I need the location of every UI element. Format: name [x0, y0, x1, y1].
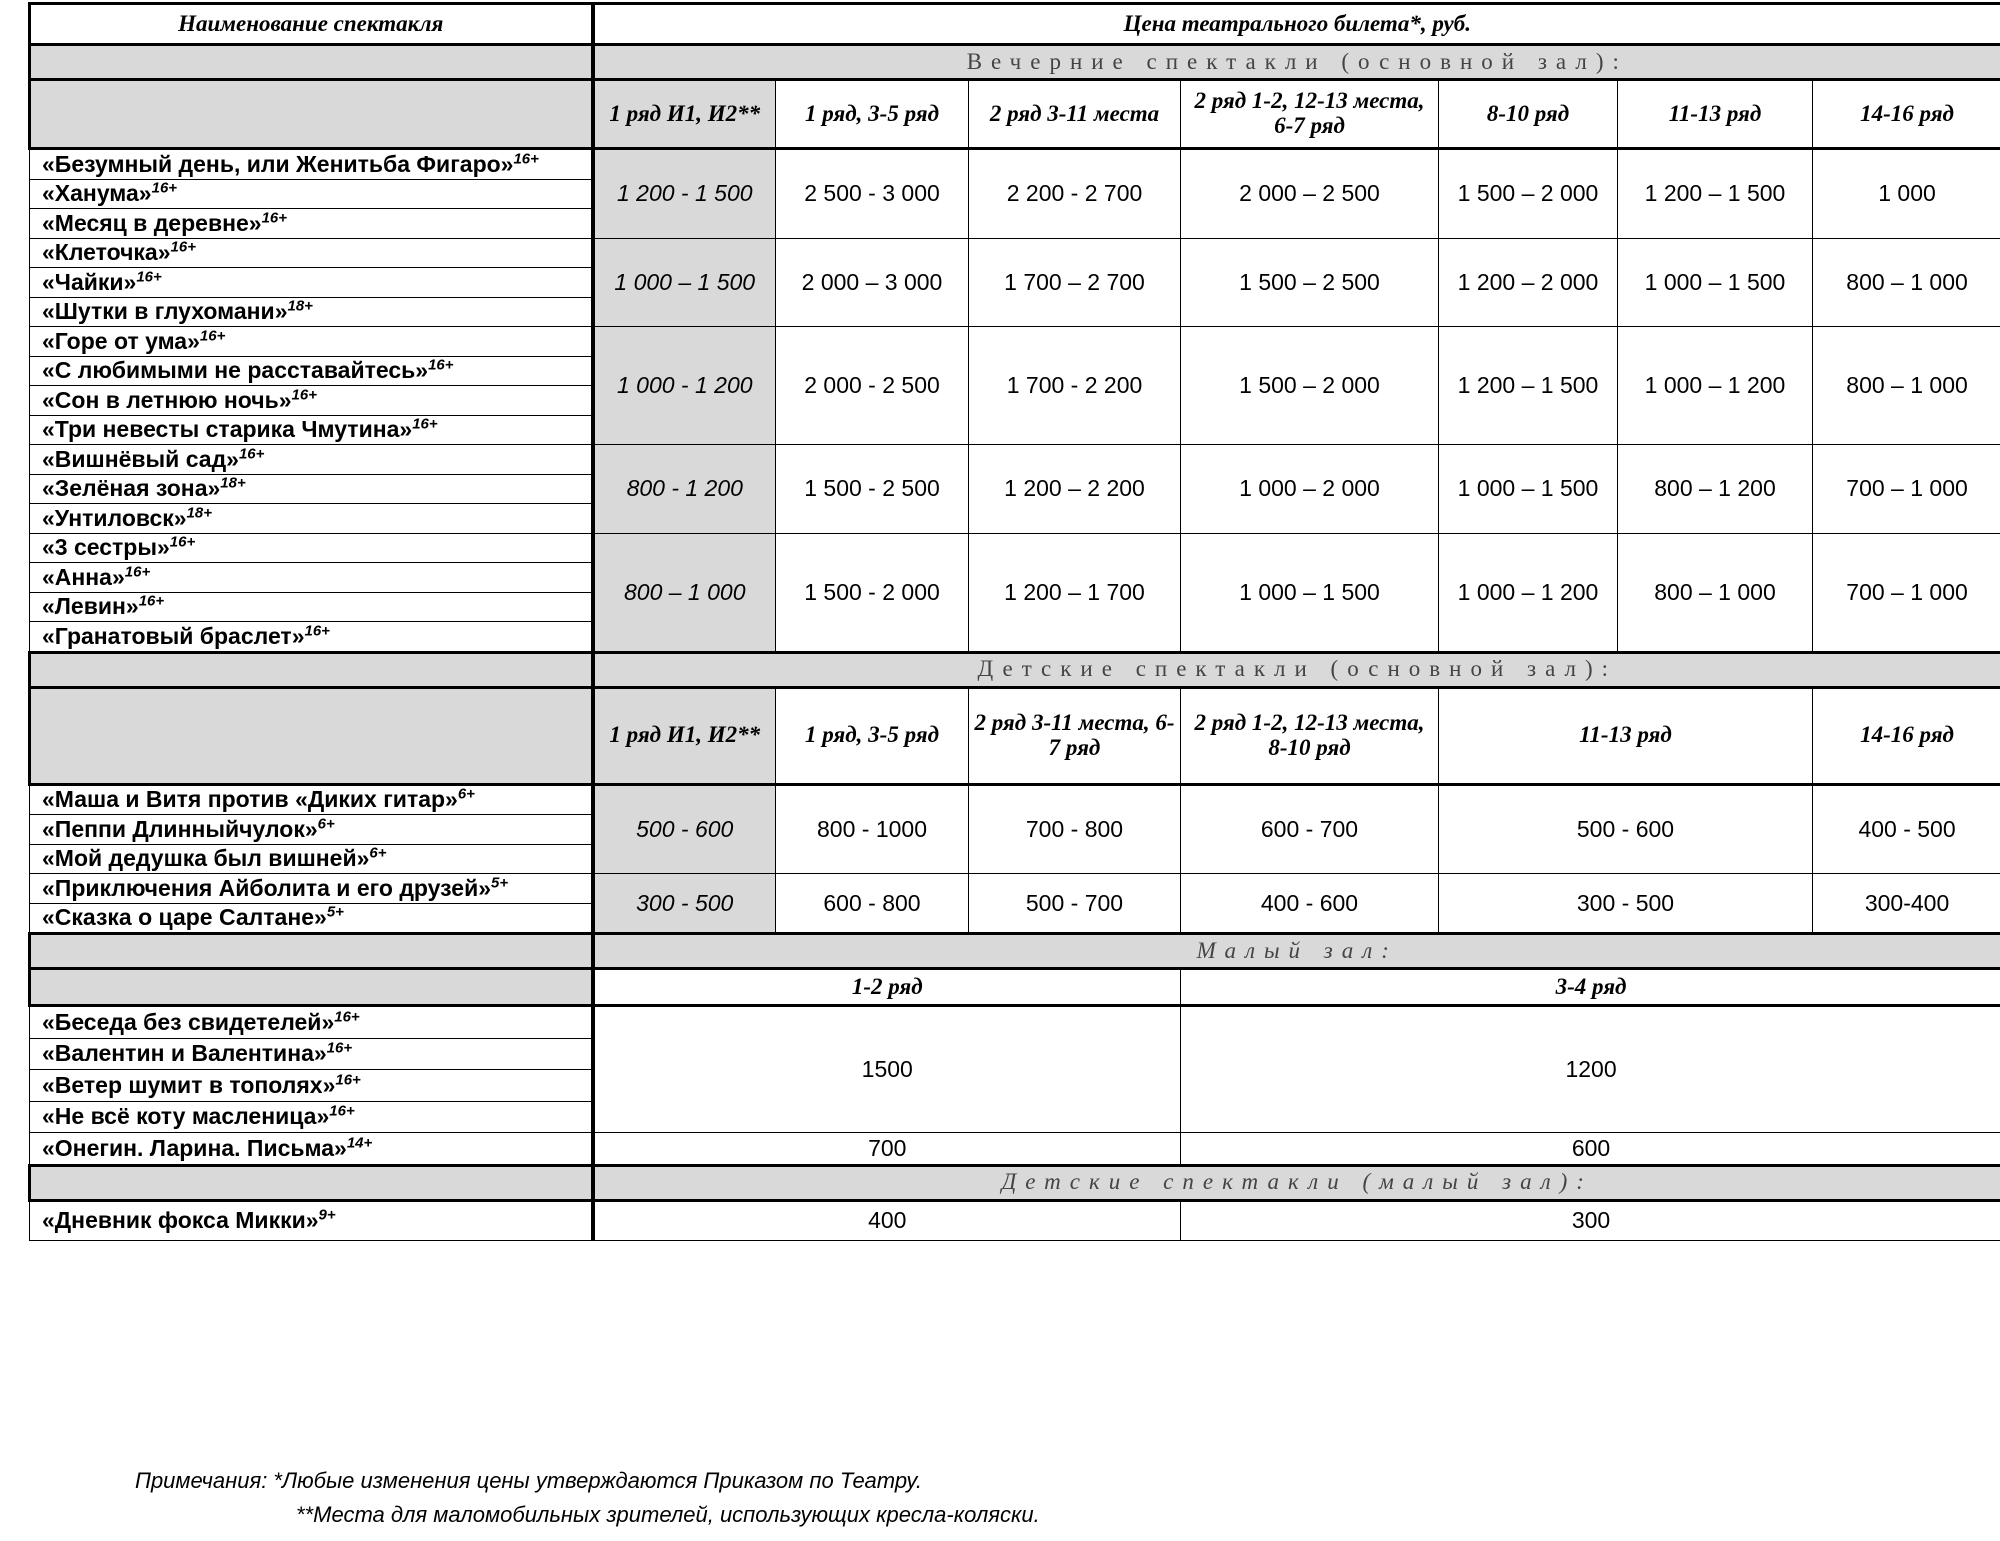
age-rating: 6+	[457, 785, 475, 803]
show-name	[30, 622, 593, 653]
show-title: «Беседа без свидетелей»	[42, 1008, 335, 1035]
show-title: «Зелёная зона»	[42, 475, 221, 502]
show-title: «Валентин и Валентина»	[42, 1040, 327, 1067]
price-cell: 2 000 – 3 000	[776, 238, 969, 327]
small-children-section-left	[30, 1165, 593, 1200]
price-cell: 1 200 – 2 200	[969, 445, 1181, 534]
price-cell: 400 - 600	[1181, 874, 1439, 934]
price-cell: 1 000 – 1 500	[1439, 445, 1618, 534]
show-name	[30, 356, 593, 386]
children-section-title: Детские спектакли (основной зал):	[593, 652, 2000, 687]
show-title: «Горе от ума»	[42, 327, 200, 354]
evening-section-left	[30, 45, 593, 80]
show-name	[30, 903, 593, 934]
price-cell: 1 500 – 2 000	[1439, 149, 1618, 239]
small-hall-section-title: Малый зал:	[593, 934, 2000, 969]
show-title: «Ханума»	[42, 180, 152, 207]
show-title: «Дневник фокса Микки»	[42, 1207, 319, 1234]
age-rating: 16+	[261, 209, 288, 227]
small-children-section-row	[30, 1165, 2000, 1200]
evening-section-title: Вечерние спектакли (основной зал):	[593, 45, 2000, 80]
show-title: «Маша и Витя против «Диких гитар»	[42, 786, 458, 813]
show-name	[30, 533, 593, 563]
age-rating: 9+	[318, 1206, 336, 1224]
age-rating: 16+	[124, 563, 151, 581]
show-title: «Онегин. Ларина. Письма»	[42, 1134, 347, 1161]
price-cell: 800 – 1 200	[1618, 445, 1813, 534]
price-cell: 400	[593, 1200, 1181, 1240]
price-cell: 1 000 – 1 500	[593, 238, 776, 327]
price-cell: 300-400	[1813, 874, 2000, 934]
table-row	[30, 238, 2000, 268]
show-title: «Клеточка»	[42, 239, 171, 266]
price-cell: 600 - 700	[1181, 784, 1439, 874]
evening-colhead-4: 2 ряд 1-2, 12-13 места, 6-7 ряд	[1181, 80, 1439, 149]
show-title: «Чайки»	[42, 268, 137, 295]
show-name	[30, 844, 593, 874]
show-name	[30, 327, 593, 357]
show-name	[30, 1133, 593, 1166]
show-name	[30, 149, 593, 180]
children-colhead-2: 1 ряд, 3-5 ряд	[776, 687, 969, 784]
price-cell: 1200	[1181, 1006, 2000, 1133]
show-name	[30, 179, 593, 209]
age-rating: 16+	[151, 179, 178, 197]
show-name	[30, 874, 593, 904]
age-rating: 16+	[169, 533, 196, 551]
show-name	[30, 1038, 593, 1070]
price-cell: 700 – 1 000	[1813, 533, 2000, 652]
evening-colhead-1: 1 ряд И1, И2**	[593, 80, 776, 149]
price-cell: 1 700 – 2 700	[969, 238, 1181, 327]
show-name	[30, 815, 593, 845]
age-rating: 16+	[428, 356, 454, 374]
show-title: «Пеппи Длинныйчулок»	[42, 815, 318, 842]
children-section-left	[30, 652, 593, 687]
table-row	[30, 149, 2000, 180]
show-name	[30, 474, 593, 504]
price-cell: 1 500 – 2 500	[1181, 238, 1439, 327]
evening-column-headers	[30, 80, 2000, 149]
price-cell: 800 – 1 000	[593, 533, 776, 652]
show-name	[30, 1101, 593, 1133]
price-cell: 800 – 1 000	[1813, 238, 2000, 327]
price-cell: 1 000 – 1 500	[1618, 238, 1813, 327]
show-name	[30, 563, 593, 593]
age-rating: 16+	[199, 327, 226, 345]
children-colhead-4: 2 ряд 1-2, 12-13 места, 8-10 ряд	[1181, 687, 1439, 784]
price-column-header: Цена театрального билета*, руб.	[593, 4, 2000, 45]
note-2: **Места для маломобильных зрителей, использующих кресла-коляски.	[296, 1502, 1040, 1527]
age-rating: 16+	[304, 622, 330, 640]
show-title: «С любимыми не расставайтесь»	[42, 357, 429, 384]
age-rating: 16+	[170, 238, 196, 256]
age-rating: 16+	[326, 1039, 353, 1057]
table-row	[30, 784, 2000, 815]
price-cell: 1 000 – 1 200	[1618, 327, 1813, 445]
age-rating: 5+	[491, 874, 509, 892]
age-rating: 6+	[369, 844, 387, 862]
show-name	[30, 209, 593, 239]
price-cell: 2 500 - 3 000	[776, 149, 969, 239]
price-cell: 300 - 500	[593, 874, 776, 934]
table-header-row	[30, 4, 2000, 45]
show-title: «Безумный день, или Женитьба Фигаро»	[42, 150, 514, 177]
age-rating: 16+	[291, 386, 317, 404]
price-cell: 1 500 – 2 000	[1181, 327, 1439, 445]
age-rating: 16+	[513, 150, 539, 168]
price-cell: 1 200 – 1 700	[969, 533, 1181, 652]
evening-colhead-7: 14-16 ряд	[1813, 80, 2000, 149]
small-hall-column-headers	[30, 969, 2000, 1006]
price-cell: 1 500 - 2 500	[776, 445, 969, 534]
age-rating: 5+	[326, 903, 344, 921]
age-rating: 6+	[317, 815, 335, 833]
price-cell: 1 000 – 1 500	[1181, 533, 1439, 652]
age-rating: 16+	[138, 592, 165, 610]
table-row	[30, 533, 2000, 563]
show-title: «Ветер шумит в тополях»	[42, 1071, 336, 1098]
price-cell: 600 - 800	[776, 874, 969, 934]
age-rating: 16+	[136, 268, 162, 286]
children-colhead-blank	[30, 687, 593, 784]
evening-colhead-3: 2 ряд 3-11 места	[969, 80, 1181, 149]
show-title: «Шутки в глухомани»	[42, 298, 288, 325]
age-rating: 16+	[412, 415, 438, 433]
price-cell: 1 200 - 1 500	[593, 149, 776, 239]
age-rating: 18+	[220, 474, 246, 492]
evening-colhead-6: 11-13 ряд	[1618, 80, 1813, 149]
small-hall-section-left	[30, 934, 593, 969]
price-cell: 1 000 - 1 200	[593, 327, 776, 445]
show-title: «Не всё коту масленица»	[42, 1103, 330, 1130]
children-colhead-6: 14-16 ряд	[1813, 687, 2000, 784]
show-title: «Гранатовый браслет»	[42, 622, 305, 649]
price-cell: 700 – 1 000	[1813, 445, 2000, 534]
note-1: Примечания: *Любые изменения цены утверждаются Приказом по Театру.	[135, 1468, 922, 1493]
table-row	[30, 874, 2000, 904]
price-cell: 1 700 - 2 200	[969, 327, 1181, 445]
show-name	[30, 592, 593, 622]
show-name	[30, 1200, 593, 1240]
show-title: «Унтиловск»	[42, 504, 187, 531]
show-name	[30, 386, 593, 416]
price-cell: 700	[593, 1133, 1181, 1166]
age-rating: 16+	[329, 1102, 355, 1120]
small-hall-colhead-2: 3-4 ряд	[1181, 969, 2000, 1006]
price-cell: 700 - 800	[969, 784, 1181, 874]
show-title: «3 сестры»	[42, 534, 170, 561]
show-title: «Три невесты старика Чмутина»	[42, 416, 413, 443]
children-colhead-5: 11-13 ряд	[1439, 687, 1813, 784]
price-cell: 1500	[593, 1006, 1181, 1133]
show-title: «Вишнёвый сад»	[42, 445, 239, 472]
price-cell: 1 000	[1813, 149, 2000, 239]
show-name	[30, 297, 593, 327]
show-name	[30, 784, 593, 815]
evening-colhead-blank	[30, 80, 593, 149]
show-title: «Сказка о царе Салтане»	[42, 904, 327, 931]
ticket-price-table	[28, 2, 2000, 1241]
price-cell: 300	[1181, 1200, 2000, 1240]
evening-colhead-5: 8-10 ряд	[1439, 80, 1618, 149]
evening-section-row	[30, 45, 2000, 80]
evening-colhead-2: 1 ряд, 3-5 ряд	[776, 80, 969, 149]
price-cell: 2 200 - 2 700	[969, 149, 1181, 239]
price-cell: 1 500 - 2 000	[776, 533, 969, 652]
children-colhead-1: 1 ряд И1, И2**	[593, 687, 776, 784]
show-title: «Месяц в деревне»	[42, 209, 262, 236]
price-sheet	[28, 2, 2000, 1527]
price-cell: 300 - 500	[1439, 874, 1813, 934]
price-cell: 800 – 1 000	[1618, 533, 1813, 652]
age-rating: 18+	[186, 504, 212, 522]
price-cell: 1 000 – 2 000	[1181, 445, 1439, 534]
price-cell: 800 - 1 200	[593, 445, 776, 534]
small-hall-colhead-blank	[30, 969, 593, 1006]
children-column-headers	[30, 687, 2000, 784]
age-rating: 16+	[334, 1008, 360, 1026]
show-name	[30, 238, 593, 268]
show-title: «Мой дедушка был вишней»	[42, 845, 370, 872]
show-name	[30, 504, 593, 534]
price-cell: 400 - 500	[1813, 784, 2000, 874]
show-name	[30, 445, 593, 475]
price-cell: 1 200 – 1 500	[1439, 327, 1618, 445]
show-name	[30, 1006, 593, 1039]
age-rating: 16+	[335, 1071, 361, 1089]
age-rating: 16+	[238, 445, 265, 463]
children-colhead-3: 2 ряд 3-11 места, 6-7 ряд	[969, 687, 1181, 784]
show-name	[30, 415, 593, 445]
show-title: «Приключения Айболита и его друзей»	[42, 874, 492, 901]
price-cell: 500 - 600	[593, 784, 776, 874]
age-rating: 14+	[346, 1134, 373, 1152]
table-row	[30, 1006, 2000, 1039]
name-column-header: Наименование спектакля	[30, 4, 593, 45]
show-title: «Левин»	[42, 593, 139, 620]
price-cell: 1 000 – 1 200	[1439, 533, 1618, 652]
small-hall-section-row	[30, 934, 2000, 969]
price-cell: 800 – 1 000	[1813, 327, 2000, 445]
price-cell: 2 000 – 2 500	[1181, 149, 1439, 239]
price-cell: 800 - 1000	[776, 784, 969, 874]
show-name	[30, 1070, 593, 1102]
small-hall-colhead-1: 1-2 ряд	[593, 969, 1181, 1006]
notes	[135, 1464, 1040, 1532]
table-row	[30, 327, 2000, 357]
price-cell: 2 000 - 2 500	[776, 327, 969, 445]
table-row	[30, 1200, 2000, 1240]
price-cell: 1 200 – 2 000	[1439, 238, 1618, 327]
price-cell: 500 - 700	[969, 874, 1181, 934]
table-row	[30, 1133, 2000, 1166]
table-row	[30, 445, 2000, 475]
children-section-row	[30, 652, 2000, 687]
age-rating: 18+	[287, 297, 313, 315]
price-cell: 600	[1181, 1133, 2000, 1166]
show-title: «Анна»	[42, 563, 125, 590]
price-cell: 500 - 600	[1439, 784, 1813, 874]
price-cell: 1 200 – 1 500	[1618, 149, 1813, 239]
show-name	[30, 268, 593, 298]
small-children-section-title: Детские спектакли (малый зал):	[593, 1165, 2000, 1200]
show-title: «Сон в летнюю ночь»	[42, 386, 292, 413]
